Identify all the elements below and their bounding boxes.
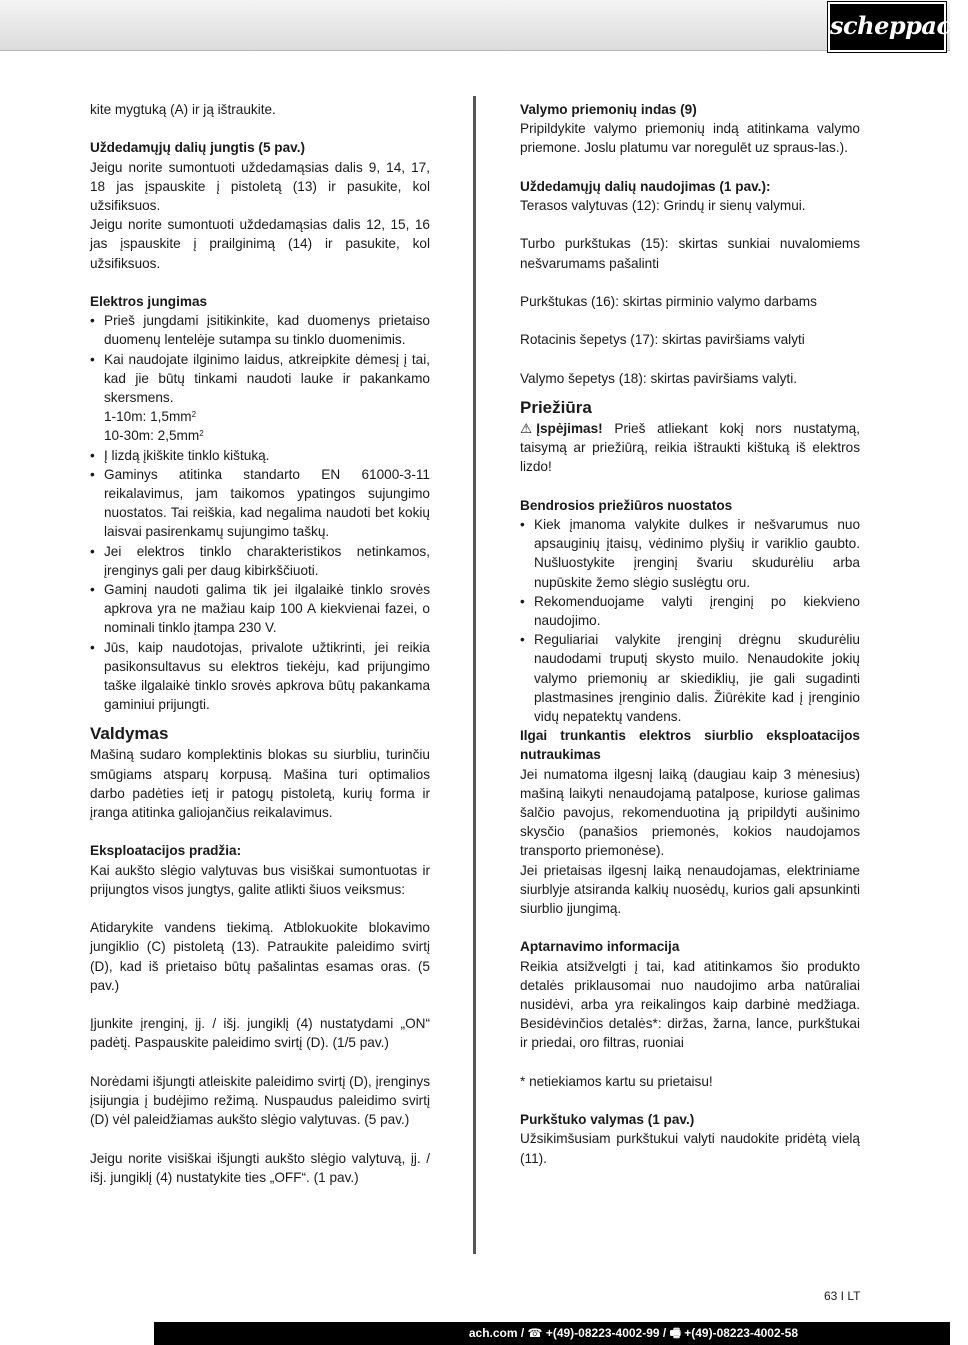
paragraph: Mašiną sudaro komplektinis blokas su siurbliu, turinčiu smūgiams atsparų korpusą. Mašina turi optimalios darbo padėties ietį ir patogų pistoletą, kurių forma ir įranga atitinka galiojančius reikalavimus. <box>90 747 430 821</box>
paragraph: Purkštukas (16): skirtas pirminio valymo darbams <box>520 293 817 309</box>
list-item: • Prieš jungdami įsitikinkite, kad duomenys prietaiso duomenų lentelėje sutampa su tinklo duomenimis. <box>90 311 430 349</box>
bullet-list <box>90 446 430 715</box>
paragraph: * netiekiamos kartu su prietaisu! <box>520 1073 713 1089</box>
list-item: • Į lizdą įkiškite tinklo kištuką. <box>90 446 430 465</box>
chapter-heading: Valdymas <box>90 724 169 744</box>
section-heading: Uždedamųjų dalių naudojimas (1 pav.): <box>520 178 771 194</box>
cable-spec-2: 10-30m: 2,5mm <box>104 428 200 444</box>
warning-triangle-icon: ⚠ <box>520 420 533 436</box>
paragraph: Rotacinis šepetys (17): skirtas paviršiams valyti <box>520 332 805 348</box>
list-item: • Gaminys atitinka standarto EN 61000-3-11 reikalavimus, jam taikomos ypatingos sujungimo nuostatos. Tai reiškia, kad negalima naudoti bet kokių laisvai pasirenkamų sujungimo taškų. <box>90 465 430 542</box>
section-heading: Eksploatacijos pradžia: <box>90 843 242 859</box>
section-heading: Ilgai trunkantis elektros siurblio eksploatacijos nutraukimas <box>520 728 860 763</box>
paragraph: Kai aukšto slėgio valytuvas bus visiškai sumontuotas ir prijungtos visos jungtys, galite atlikti šiuos veiksmus: <box>90 862 430 897</box>
paragraph: Jei numatoma ilgesnį laiką (daugiau kaip 3 mėnesius) mašiną laikyti nenaudojamą patalpose, kuriose galimas šalčio pavojus, rekomenduotina ją pripildyti aušinimo skysčio (panašios priemonės, kokios naudojamos transporto priemonėse). <box>520 766 860 859</box>
bullet-list <box>90 311 430 407</box>
bullet-list <box>520 515 860 726</box>
paragraph: Įjunkite įrenginį, įj. / išj. jungiklį (4) nustatydami „ON“ padėtį. Paspauskite paleidimo svirtį (D). (1/5 pav.) <box>90 1016 430 1051</box>
section-heading: Valymo priemonių indas (9) <box>520 102 697 117</box>
paragraph: Jei prietaisas ilgesnį laiką nenaudojamas, elektriniame siurblyje atsiranda kalkių nuosėdų, kurios gali apsunkinti siurblio įjungimą. <box>520 862 860 917</box>
left-column <box>90 100 430 1187</box>
right-column <box>520 100 860 1168</box>
paragraph: Jeigu norite sumontuoti uždedamąsias dalis 9, 14, 17, 18 jas įspauskite į pistoletą (13) ir pasukite, kol užsifiksuos. <box>90 159 430 213</box>
paragraph: Pripildykite valymo priemonių indą atitinkama valymo priemone. Joslu platumu var noregulēt uz spraus-las.). <box>520 121 860 156</box>
header-bar <box>0 0 968 51</box>
list-item: • Kai naudojate ilginimo laidus, atkreipkite dėmesį į tai, kad jie būtų tinkami naudoti lauke ir pakankamo skersmens. <box>90 350 430 408</box>
cable-spec-1: 1-10m: 1,5mm <box>104 409 192 425</box>
paragraph: Norėdami išjungti atleiskite paleidimo svirtį (D), įrenginys įsijungia į budėjimo režimą. Nuspaudus paleidimo svirtį (D) vėl paleidžiamas aukšto slėgio valytuvas. (5 pav.) <box>90 1073 430 1128</box>
list-item: • Rekomenduojame valyti įrenginį po kiekvieno naudojimo. <box>520 592 860 630</box>
section-heading: Purkštuko valymas (1 pav.) <box>520 1112 695 1128</box>
cable-spec <box>90 407 430 426</box>
list-item: • Jei elektros tinklo charakteristikos netinkamos, įrenginys gali per daug kibirkščiuoti. <box>90 542 430 580</box>
paragraph: kite mygtuką (A) ir ją ištraukite. <box>90 102 276 117</box>
list-item: • Kiek įmanoma valykite dulkes ir nešvarumus nuo apsauginių įtaisų, vėdinimo plyšių ir variklio gaubto. Nušluostykite įrenginį švariu skudurėliu arba nupūskite žemo slėgio suslėgtu oru. <box>520 515 860 592</box>
section-heading: Elektros jungimas <box>90 294 208 309</box>
paragraph: Atidarykite vandens tiekimą. Atblokuokite blokavimo jungiklio (C) pistoletą (13). Patraukite paleidimo svirtį (D), kad iš prietaiso būtų pašalintas esamas oras. (5 pav.) <box>90 920 430 993</box>
scheppach-logo: scheppach <box>828 2 946 52</box>
paragraph: Jeigu norite sumontuoti uždedamąsias dalis 12, 15, 16 jas įspauskite į prailginimą (14) ir pasukite, kol užsifiksuos. <box>90 217 430 271</box>
section-heading: Aptarnavimo informacija <box>520 939 680 955</box>
page-number: 63 I LT <box>824 1289 861 1303</box>
footer-contact-bar: ach.com / ☎ +(49)-08223-4002-99 / 🖷 +(49)-08223-4002-58 <box>154 1322 950 1345</box>
column-divider <box>473 96 476 1254</box>
cable-spec <box>90 426 430 445</box>
warning-label: Įspėjimas! <box>536 420 603 436</box>
superscript: 2 <box>191 410 197 420</box>
paragraph: Valymo šepetys (18): skirtas paviršiams valyti. <box>520 370 797 386</box>
superscript: 2 <box>199 429 204 439</box>
warning-paragraph <box>520 419 860 477</box>
warning-text: Prieš atliekant kokį nors nustatymą, taisymą ar priežiūrą, reikia ištraukti kištuką iš elektros lizdo! <box>520 420 860 475</box>
list-item: • Jūs, kaip naudotojas, privalote užtikrinti, jei reikia pasikonsultavus su elektros tiekėju, kad prijungimo taške ilgalaikė tinklo srovės apkrova būtų pakankama gaminiui prijungti. <box>90 638 430 715</box>
section-heading: Bendrosios priežiūros nuostatos <box>520 497 733 513</box>
chapter-heading: Priežiūra <box>520 397 592 417</box>
paragraph: Reikia atsižvelgti į tai, kad atitinkamos šio produkto detalės priklausomai nuo naudojimo arba natūraliai nusidėvi, arba yra reikalingos kaip darbinė medžiaga. Besidėvinčios detalės*: diržas, žarna, lance, purkštukai ir priedai, oro filtras, ruoniai <box>520 958 860 1051</box>
paragraph: Užsikimšusiam purkštukui valyti naudokite pridėtą vielą (11). <box>520 1131 860 1166</box>
paragraph: Jeigu norite visiškai išjungti aukšto slėgio valytuvą, įj. / išj. jungiklį (4) nustatykite ties „OFF“. (1 pav.) <box>90 1150 430 1185</box>
list-item: • Reguliariai valykite įrenginį drėgnu skudurėliu naudodami truputį skysto muilo. Nenaudokite jokių valymo priemonių ar skiediklių, jie gali sugadinti plastmasines įrenginio dalis. Žiūrėkite kad į įrenginio vidų nepatektų vandens. <box>520 630 860 726</box>
paragraph: Terasos valytuvas (12): Grindų ir sienų valymui. <box>520 198 806 213</box>
paragraph: Turbo purkštukas (15): skirtas sunkiai nuvalomiems nešvarumams pašalinti <box>520 236 860 271</box>
section-heading: Uždedamųjų dalių jungtis (5 pav.) <box>90 140 305 156</box>
list-item: • Gaminį naudoti galima tik jei ilgalaikė tinklo srovės apkrova yra ne mažiau kaip 100 A kiekvienai fazei, o nominali tinklo įtampa 230 V. <box>90 580 430 638</box>
